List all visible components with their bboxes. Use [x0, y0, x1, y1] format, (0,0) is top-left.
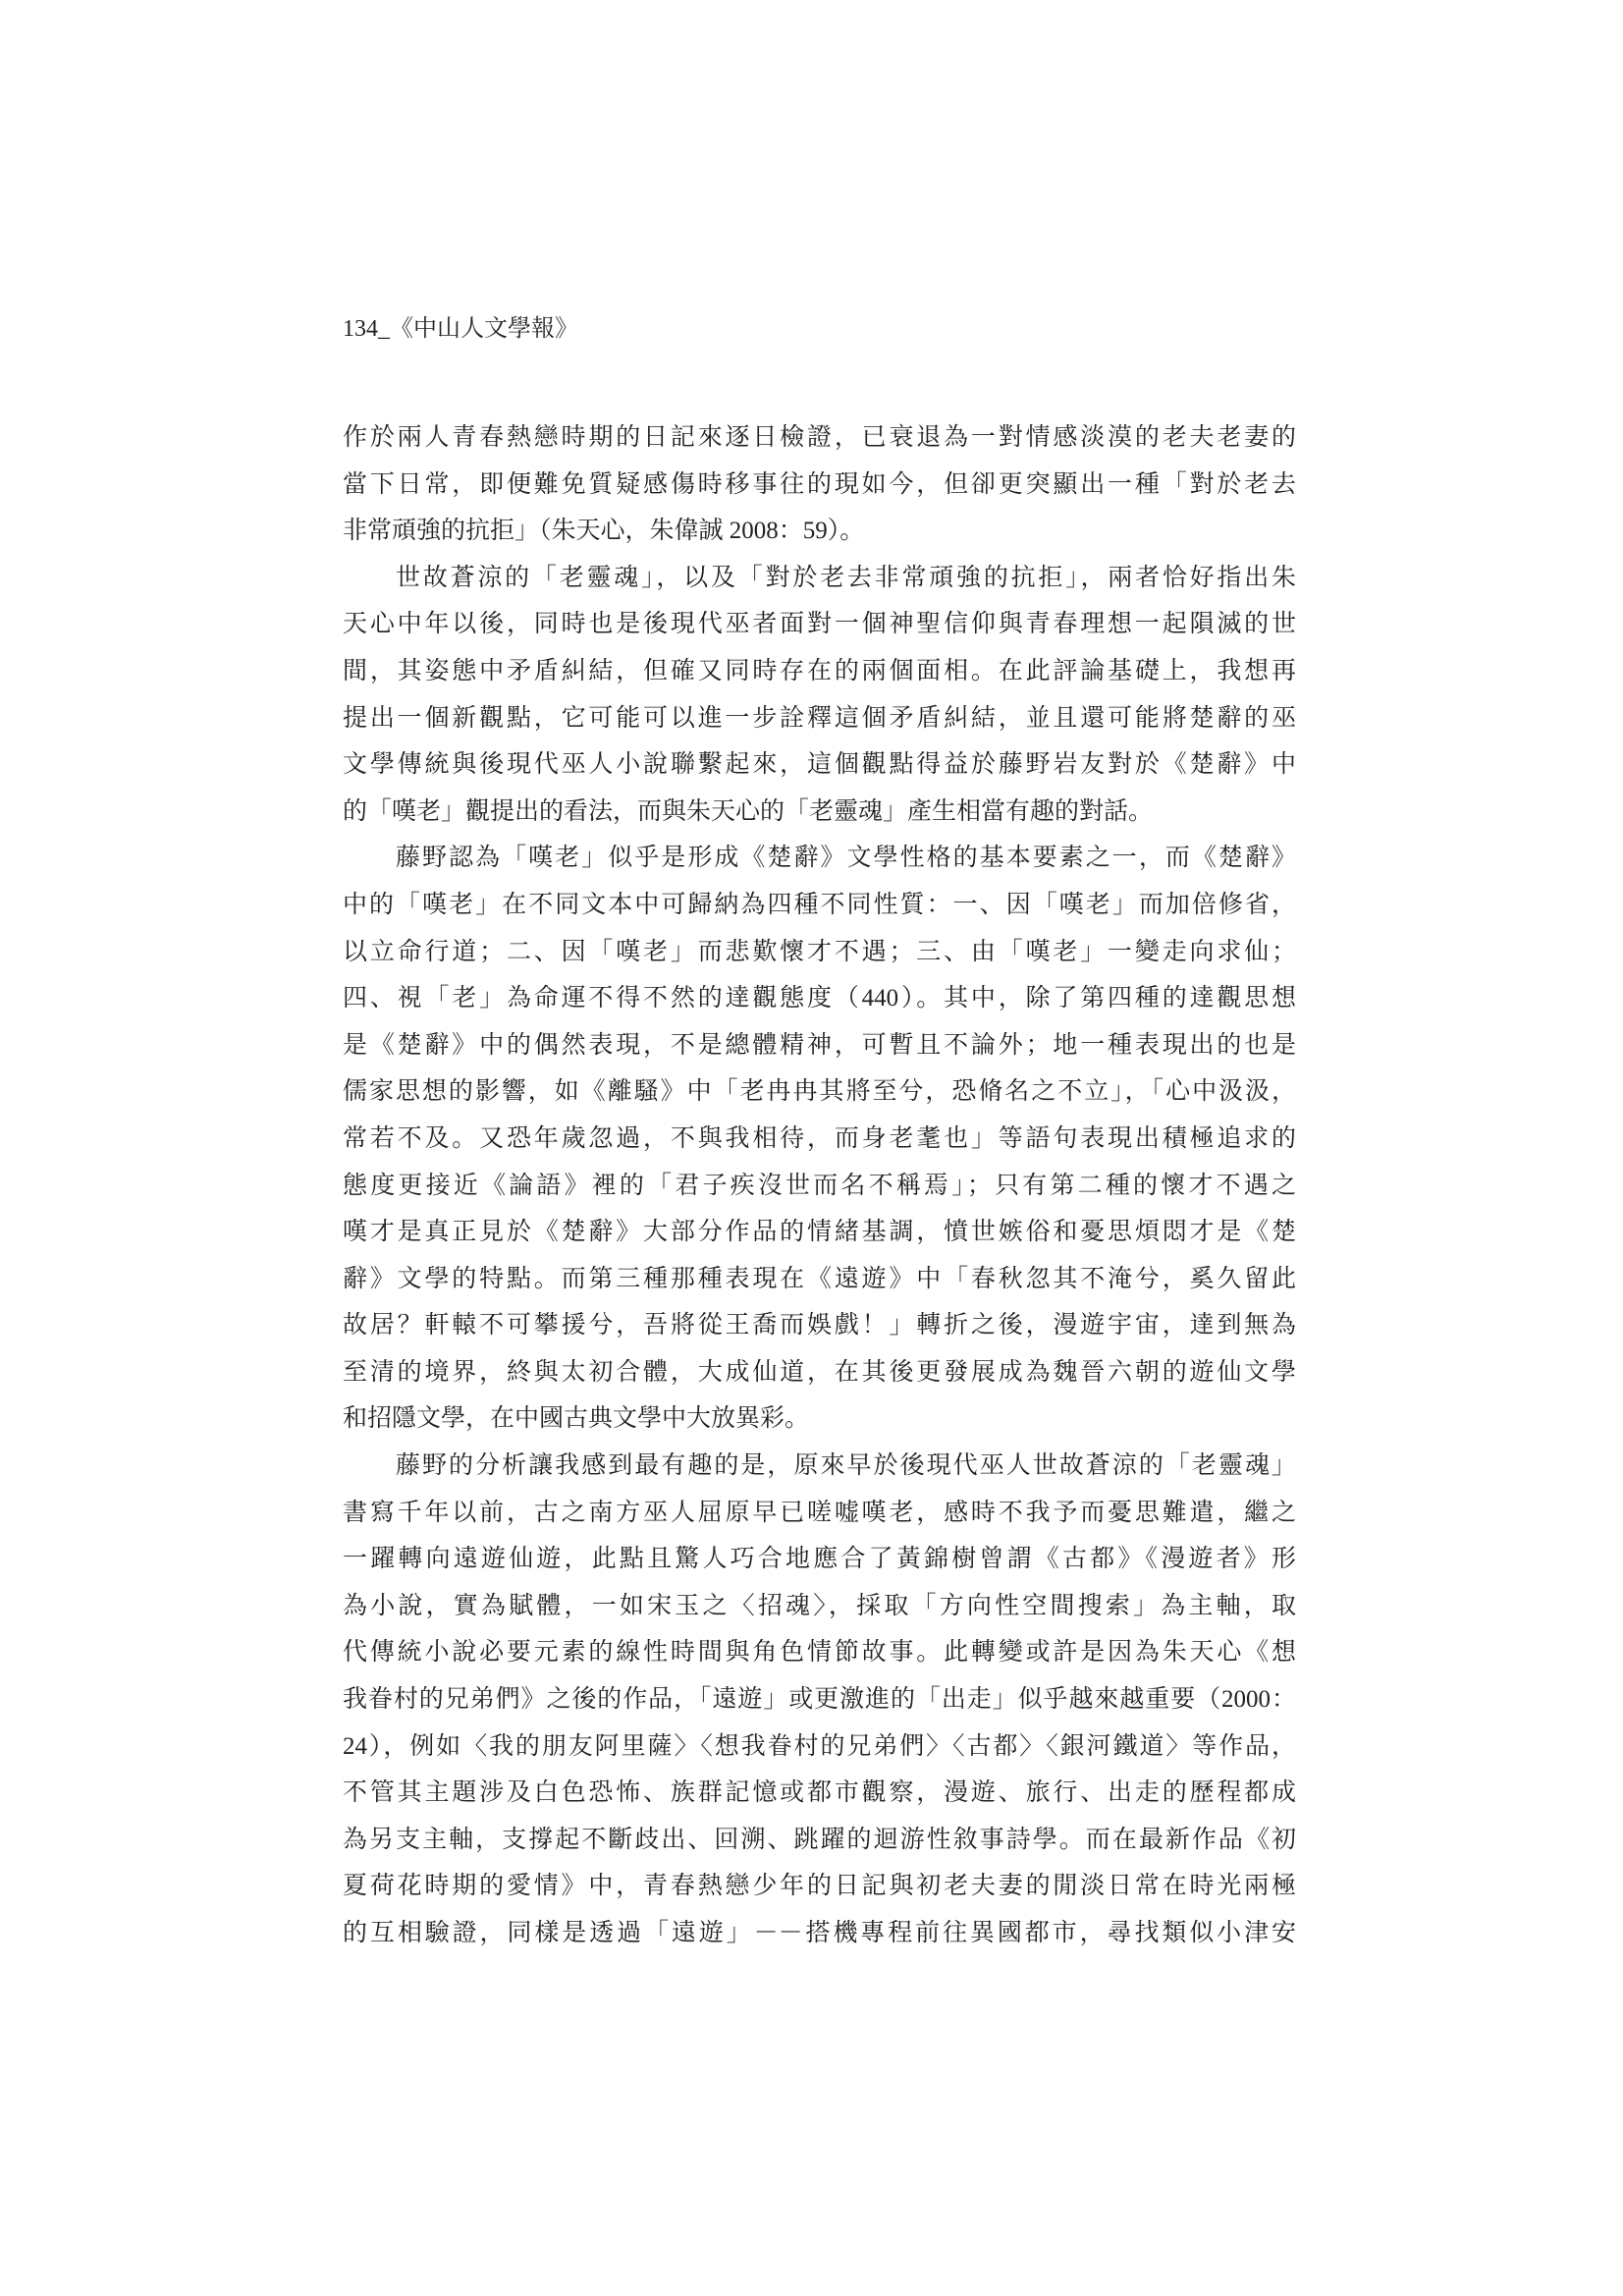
text-line: 的互相驗證，同樣是透過「遠遊」－－搭機專程前往異國都市，尋找類似小津安	[343, 1920, 1296, 1946]
text-line: 故居？軒轅不可攀援兮，吾將從王喬而娛戲！」轉折之後，漫遊宇宙，達到無為	[343, 1312, 1296, 1339]
text-line: 中的「嘆老」在不同文本中可歸納為四種不同性質：一、因「嘆老」而加倍修省，	[343, 891, 1296, 918]
text-line: 辭》文學的特點。而第三種那種表現在《遠遊》中「春秋忽其不淹兮，奚久留此	[343, 1265, 1296, 1292]
paragraph	[343, 1443, 1296, 1957]
text-line: 至清的境界，終與太初合體，大成仙道，在其後更發展成為魏晉六朝的遊仙文學	[343, 1358, 1296, 1386]
body-text	[343, 414, 1296, 1957]
text-line: 提出一個新觀點，它可能可以進一步詮釋這個矛盾糾結，並且還可能將楚辭的巫	[343, 704, 1296, 732]
paragraph	[343, 414, 1296, 555]
text-line: 當下日常，即便難免質疑感傷時移事往的現如今，但卻更突顯出一種「對於老去	[343, 470, 1296, 498]
text-line: 作於兩人青春熱戀時期的日記來逐日檢證，已衰退為一對情感淡漠的老夫老妻的	[343, 424, 1296, 451]
text-line: 為另支主軸，支撐起不斷歧出、回溯、跳躍的迴游性敘事詩學。而在最新作品《初	[343, 1826, 1296, 1853]
text-line: 藤野認為「嘆老」似乎是形成《楚辭》文學性格的基本要素之一，而《楚辭》	[396, 845, 1296, 872]
text-line: 天心中年以後，同時也是後現代巫者面對一個神聖信仰與青春理想一起隕滅的世	[343, 611, 1296, 638]
text-line: 文學傳統與後現代巫人小說聯繫起來，這個觀點得益於藤野岩友對於《楚辭》中	[343, 751, 1296, 779]
text-line: 代傳統小說必要元素的線性時間與角色情節故事。此轉變或許是因為朱天心《想	[343, 1639, 1296, 1667]
text-line: 嘆才是真正見於《楚辭》大部分作品的情緒基調，憤世嫉俗和憂思煩悶才是《楚	[343, 1219, 1296, 1246]
text-line: 和招隱文學，在中國古典文學中大放異彩。	[343, 1405, 810, 1433]
text-line: 非常頑強的抗拒」（朱天心，朱偉誠 2008：59）。	[343, 518, 865, 545]
text-line: 間，其姿態中矛盾糾結，但確又同時存在的兩個面相。在此評論基礎上，我想再	[343, 657, 1296, 684]
running-head: 134_《中山人文學報》	[343, 316, 578, 342]
text-line: 的「嘆老」觀提出的看法，而與朱天心的「老靈魂」產生相當有趣的對話。	[343, 797, 1154, 825]
text-line: 藤野的分析讓我感到最有趣的是，原來早於後現代巫人世故蒼涼的「老靈魂」	[396, 1452, 1296, 1480]
text-line: 不管其主題涉及白色恐怖、族群記憶或都市觀察，漫遊、旅行、出走的歷程都成	[343, 1779, 1296, 1807]
text-line: 書寫千年以前，古之南方巫人屈原早已嗟嘘嘆老，感時不我予而憂思難遣，繼之	[343, 1499, 1296, 1526]
text-line: 我眷村的兄弟們》之後的作品，「遠遊」或更激進的「出走」似乎越來越重要（2000：	[343, 1686, 1296, 1714]
paragraph	[343, 835, 1296, 1443]
text-line: 為小說，實為賦體，一如宋玉之〈招魂〉，採取「方向性空間搜索」為主軸，取	[343, 1592, 1296, 1619]
text-line: 以立命行道；二、因「嘆老」而悲歎懷才不遇；三、由「嘆老」一變走向求仙；	[343, 938, 1296, 965]
text-line: 儒家思想的影響，如《離騷》中「老冉冉其將至兮，恐脩名之不立」，「心中汲汲，	[343, 1078, 1296, 1106]
text-line: 態度更接近《論語》裡的「君子疾沒世而名不稱焉」；只有第二種的懷才不遇之	[343, 1172, 1296, 1199]
text-line: 是《楚辭》中的偶然表現，不是總體精神，可暫且不論外；地一種表現出的也是	[343, 1031, 1296, 1059]
text-line: 四、視「老」為命運不得不然的達觀態度（440）。其中，除了第四種的達觀思想	[343, 985, 1296, 1012]
text-line: 世故蒼涼的「老靈魂」，以及「對於老去非常頑強的抗拒」，兩者恰好指出朱	[396, 564, 1296, 591]
text-line: 一躍轉向遠遊仙遊，此點且驚人巧合地應合了黃錦樹曾謂《古都》《漫遊者》形	[343, 1546, 1296, 1573]
text-line: 夏荷花時期的愛情》中，青春熱戀少年的日記與初老夫妻的閒淡日常在時光兩極	[343, 1873, 1296, 1900]
text-line: 常若不及。又恐年歲忽過，不與我相待，而身老耄也」等語句表現出積極追求的	[343, 1124, 1296, 1152]
text-line: 24），例如〈我的朋友阿里薩〉〈想我眷村的兄弟們〉〈古都〉〈銀河鐵道〉等作品，	[343, 1732, 1296, 1760]
paragraph	[343, 555, 1296, 836]
